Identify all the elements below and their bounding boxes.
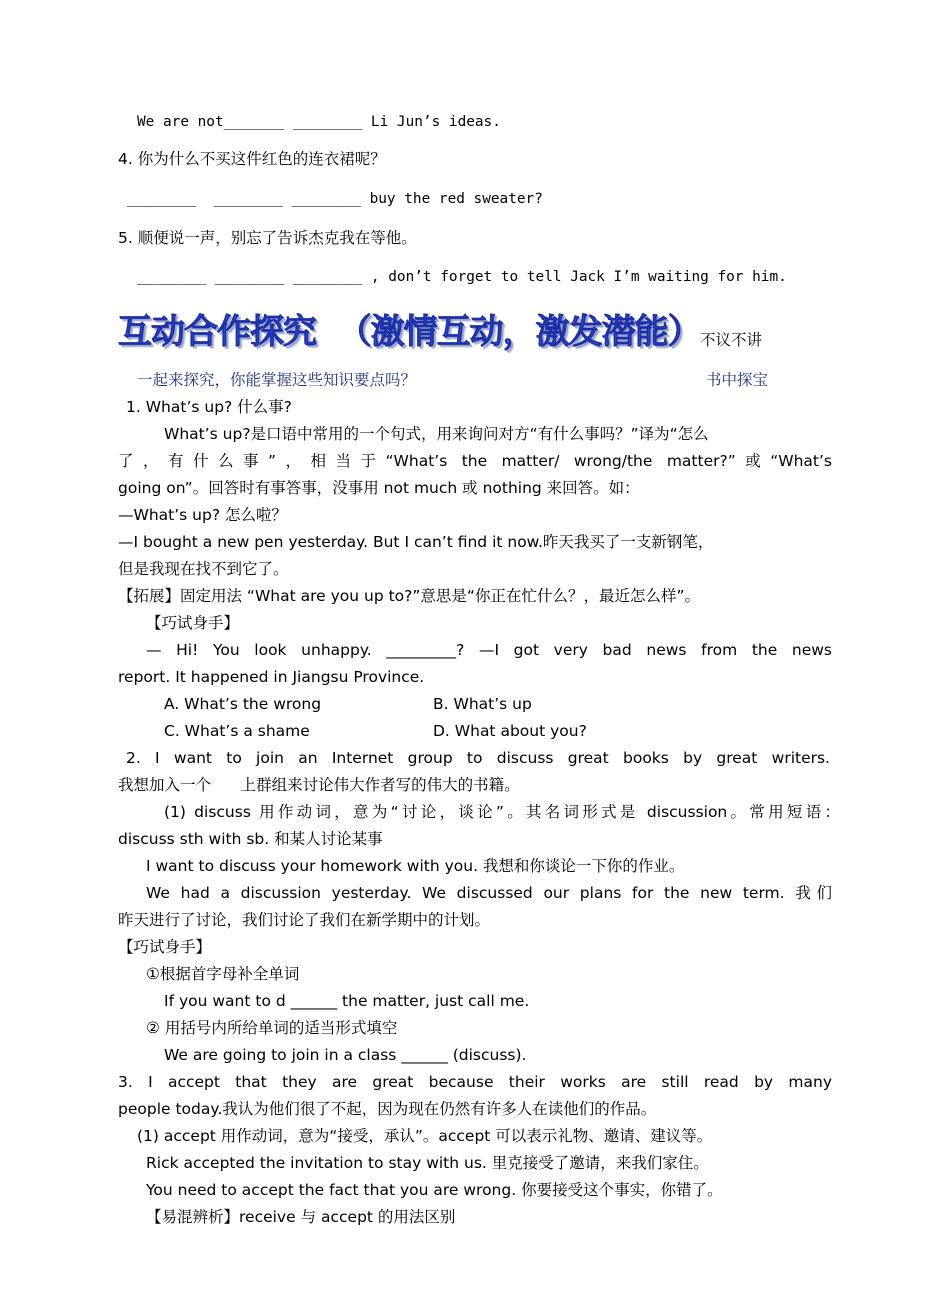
example: 但是我现在找不到它了。 xyxy=(118,560,289,578)
practice-label: 【巧试身手】 xyxy=(146,614,240,632)
intro-tag: 书中探宝 xyxy=(706,371,769,389)
example: I want to discuss your homework with you. 我想和你谈论一下你的作业。 xyxy=(146,857,685,875)
practice-question: — Hi! You look unhappy. _________? —I got very bad news from the news xyxy=(146,641,832,659)
paragraph: What’s up?是口语中常用的一个句式，用来询问对方“有什么事吗？”译为“怎么 xyxy=(164,425,709,443)
point-2-title: 2. I want to join an Internet group to discuss great books by great writers. xyxy=(126,749,830,767)
question-4: 4. 你为什么不买这件红色的连衣裙呢？ xyxy=(118,150,386,168)
option-d: D. What about you? xyxy=(433,722,587,740)
exercise-item: We are going to join in a class ______ (discuss). xyxy=(164,1046,527,1064)
exercise-instruction: ①根据首字母补全单词 xyxy=(146,965,300,983)
example: 昨天进行了讨论，我们讨论了我们在新学期中的计划。 xyxy=(118,911,491,929)
exercise-instruction: ② 用括号内所给单词的适当形式填空 xyxy=(146,1019,398,1037)
paragraph: (1) accept 用作动词，意为“接受，承认”。accept 可以表示礼物、邀请、建议等。 xyxy=(137,1127,713,1145)
example: —I bought a new pen yesterday. But I can’t find it now.昨天我买了一支新钢笔， xyxy=(118,533,714,551)
option-a: A. What’s the wrong xyxy=(164,695,322,713)
text-line: ________ ________ ________ buy the red sweater? xyxy=(127,191,543,207)
paragraph: (1) discuss 用作动词，意为“讨论，谈论”。其名词形式是 discussion。常用短语： xyxy=(164,803,840,821)
banner-note: 不议不讲 xyxy=(700,331,763,349)
practice-label: 【巧试身手】 xyxy=(118,938,212,956)
paragraph: 了，有什么事”，相当于“What’s the matter/ wrong/the matter?”或“What’s xyxy=(118,452,832,470)
translation: 我想加入一个 上群组来讨论伟大作者写的伟大的书籍。 xyxy=(118,776,520,794)
example: We had a discussion yesterday. We discussed our plans for the new term. 我们 xyxy=(146,884,832,902)
point-3-title: 3. I accept that they are great because their works are still read by many xyxy=(118,1073,832,1091)
text-line: We are not_______ ________ Li Jun’s ideas. xyxy=(137,114,501,130)
example: —What’s up? 怎么啦？ xyxy=(118,506,287,524)
distinction-note: 【易混辨析】receive 与 accept 的用法区别 xyxy=(146,1208,456,1226)
practice-question: report. It happened in Jiangsu Province. xyxy=(118,668,425,686)
option-c: C. What’s a shame xyxy=(164,722,310,740)
extension-note: 【拓展】固定用法 “What are you up to?”意思是“你正在忙什么？，最近怎么样”。 xyxy=(118,587,700,605)
text-line: ________ ________ ________ , don’t forget to tell Jack I’m waiting for him. xyxy=(137,269,787,285)
exercise-item: If you want to d ______ the matter, just call me. xyxy=(164,992,530,1010)
point-1-title: 1. What’s up? 什么事? xyxy=(126,398,292,416)
option-b: B. What’s up xyxy=(433,695,532,713)
example: Rick accepted the invitation to stay with us. 里克接受了邀请，来我们家住。 xyxy=(146,1154,709,1172)
example: You need to accept the fact that you are wrong. 你要接受这个事实，你错了。 xyxy=(146,1181,723,1199)
section-banner: 互动合作探究 （激情互动，激发潜能） xyxy=(118,312,701,352)
question-5: 5. 顺便说一声，别忘了告诉杰克我在等他。 xyxy=(118,229,417,247)
translation: people today.我认为他们很了不起，因为现在仍然有许多人在读他们的作品。 xyxy=(118,1100,657,1118)
paragraph: discuss sth with sb. 和某人讨论某事 xyxy=(118,830,383,848)
intro-text: 一起来探究，你能掌握这些知识要点吗？ xyxy=(137,371,417,389)
paragraph: going on”。回答时有事答事，没事用 not much 或 nothing 来回答。如： xyxy=(118,479,640,497)
